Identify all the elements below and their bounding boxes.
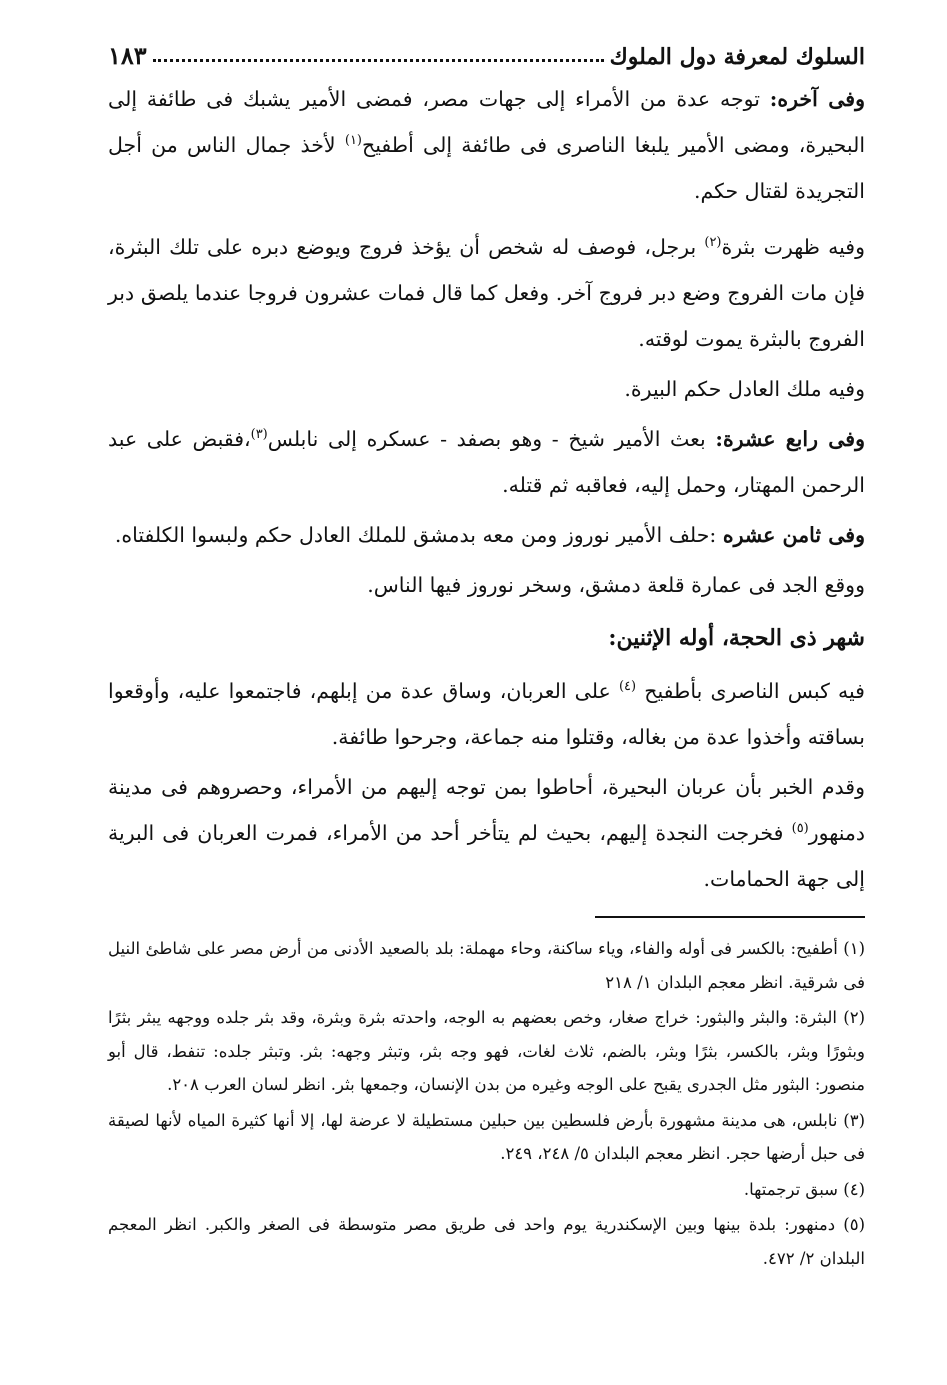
paragraph-pustule — [108, 224, 865, 362]
footnote-ref: (٤) — [618, 679, 637, 695]
book-page — [108, 30, 865, 1277]
paragraph-lead: وفى رابع عشرة: — [715, 427, 865, 451]
paragraph-text-cont: برجل، فوصف له شخص أن يؤخذ فروج ويوضع دبره على تلك البثرة، فإن مات الفروج وضع دبر فروج آخر. وفعل كما قال فمات عشرون فروجا عندما يلصق دبر الفروج بالبثرة يموت لوقته. — [108, 235, 865, 351]
footnote-4: (٤) سبق ترجمتها. — [743, 1179, 865, 1199]
paragraph-text-cont: فخرجت النجدة إليهم، بحيث لم يتأخر أحد من الأمراء، فمرت العربان فى البرية إلى جهة الحمامات. — [108, 821, 865, 891]
paragraph-text-cont: ،فقبض على عبد الرحمن المهتار، وحمل إليه، فعاقبه ثم قتله. — [108, 427, 865, 497]
paragraph-text: ووقع الجد فى عمارة قلعة دمشق، وسخر نوروز فيها الناس. — [367, 573, 865, 597]
paragraph-eighteenth — [108, 512, 865, 558]
footnote-3: (٣) نابلس، هى مدينة مشهورة بأرض فلسطين بين حبلين مستطيلة لا عرضة لها، إلا أنها كثيرة المياه لأنها لصيقة فى حبل أرضها حجر. انظر معجم البلدان ٥/ ٢٤٨، ٢٤٩. — [108, 1110, 865, 1163]
footnote-ref: (٥) — [791, 821, 809, 837]
footnote-5: (٥) دمنهور: بلدة بينها وبين الإسكندرية يوم واحد فى طريق مصر متوسطة فى الصغر والكبر. انظر المعجم البلدان ٢/ ٤٧٢. — [108, 1215, 865, 1268]
paragraph-text: بعث الأمير شيخ - وهو بصفد - عسكره إلى نابلس — [267, 427, 716, 451]
paragraph-end-of-month — [108, 76, 865, 214]
footnote-ref: (٢) — [704, 235, 722, 251]
paragraph-text-cont: على العربان، وساق عدة من إبلهم، فاجتمعوا عليه، وأوقعوا بساقته وأخذوا عدة من بغاله، وقتلوا منه جماعة، وجرحوا طائفة. — [108, 679, 865, 749]
footnote-ref: (٣) — [250, 427, 268, 443]
paragraph-text: :حلف الأمير نوروز ومن معه بدمشق للملك العادل حكم ولبسوا الكلفتاه. — [114, 523, 723, 547]
paragraph-bira — [108, 366, 865, 412]
paragraph-citadel — [108, 562, 865, 608]
header-dot-leader — [153, 58, 604, 62]
paragraph-damanhur — [108, 764, 865, 902]
page-number: ١٨٣ — [108, 41, 147, 70]
footnote-separator — [595, 916, 865, 918]
main-text — [108, 76, 865, 902]
paragraph-fourteenth — [108, 416, 865, 508]
paragraph-lead: وفى ثامن عشره — [722, 523, 865, 547]
footnote-1: (١) أطفيح: بالكسر فى أوله والفاء، وياء ساكنة، وحاء مهملة: بلد بالصعيد الأدنى من أرض مصر على شاطئ النيل فى شرقية. انظر معجم البلدان ١/ ٢١٨ — [108, 939, 865, 992]
month-heading: شهر ذى الحجة، أوله الإثنين: — [608, 625, 865, 651]
running-title: السلوك لمعرفة دول الملوك — [609, 44, 865, 70]
paragraph-text: توجه عدة من الأمراء إلى جهات مصر، فمضى الأمير يشبك فى طائفة إلى البحيرة، ومضى الأمير يلبغا الناصرى فى طائفة إلى أطفيح — [108, 87, 866, 157]
footnote-2: (٢) البثرة: والبثر والبثور: خراج صغار، وخص بعضهم به الوجه، واحدته بثرة وبثرة، وقد بثر جلده ووجهه يبثر بثرًا وبثورًا وبثر، بالكسر، بثرًا وبثر، بالضم، ثلاث لغات، فهو وجه بثر، وتبثر وجهه: بثر. وتبثر جلده: تنفط، قال أبو منصور: البثور مثل الجدرى يقبح على الوجه وغيره من بدن الإنسان، وجمعها بثر. انظر لسان العرب ٢٠٨. — [108, 1008, 865, 1094]
page-header — [108, 30, 865, 70]
paragraph-text: فيه كبس الناصرى بأطفيح — [636, 679, 865, 703]
paragraph-text: وفيه ملك العادل حكم البيرة. — [624, 377, 865, 401]
footnotes — [108, 932, 865, 1275]
paragraph-text: وفيه ظهرت بثرة — [721, 235, 865, 259]
paragraph-lead: وفى آخره: — [769, 87, 865, 111]
paragraph-text-cont: لأخذ جمال الناس من أجل التجريدة لقتال حكم. — [108, 133, 865, 203]
paragraph-text: وقدم الخبر بأن عربان البحيرة، أحاطوا بمن توجه إليهم من الأمراء، وحصروهم فى مدينة دمنهور — [108, 775, 865, 845]
footnote-ref: (١) — [344, 133, 362, 149]
paragraph-raid — [108, 668, 865, 760]
